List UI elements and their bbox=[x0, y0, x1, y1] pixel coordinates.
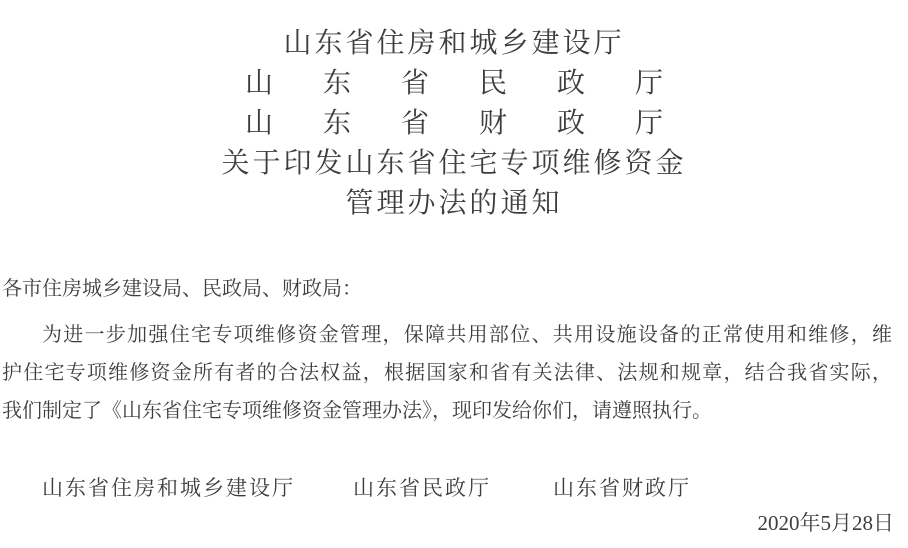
salutation: 各市住房城乡建设局、民政局、财政局： bbox=[2, 278, 362, 300]
document-title-line-2: 管理办法的通知 bbox=[345, 188, 563, 219]
document-date: 2020年5月28日 bbox=[757, 511, 894, 535]
signature-agency-civil-affairs: 山东省民政厅 bbox=[353, 476, 491, 500]
body-paragraph bbox=[0, 316, 908, 430]
document-title-line-1: 关于印发山东省住宅专项维修资金 bbox=[221, 148, 687, 179]
signature-agency-housing: 山东省住房和城乡建设厅 bbox=[42, 476, 295, 500]
signature-agency-finance: 山东省财政厅 bbox=[553, 476, 691, 500]
signature-row bbox=[0, 477, 908, 499]
agency-name-finance: 山东省财政厅 bbox=[245, 108, 663, 139]
paragraph-line-1: 为进一步加强住宅专项维修资金管理，保障共用部位、共用设施设备的正常使用和维修，维 bbox=[42, 324, 892, 346]
paragraph-line-3: 我们制定了《山东省住宅专项维修资金管理办法》，现印发给你们，请遵照执行。 bbox=[2, 400, 712, 422]
agency-name-housing: 山东省住房和城乡建设厅 bbox=[283, 28, 625, 59]
document-header bbox=[0, 0, 908, 224]
agency-name-civil-affairs: 山东省民政厅 bbox=[245, 68, 663, 99]
paragraph-line-2: 护住宅专项维修资金所有者的合法权益，根据国家和省有关法律、法规和规章，结合我省实际， bbox=[2, 362, 892, 384]
document-body bbox=[0, 278, 908, 534]
